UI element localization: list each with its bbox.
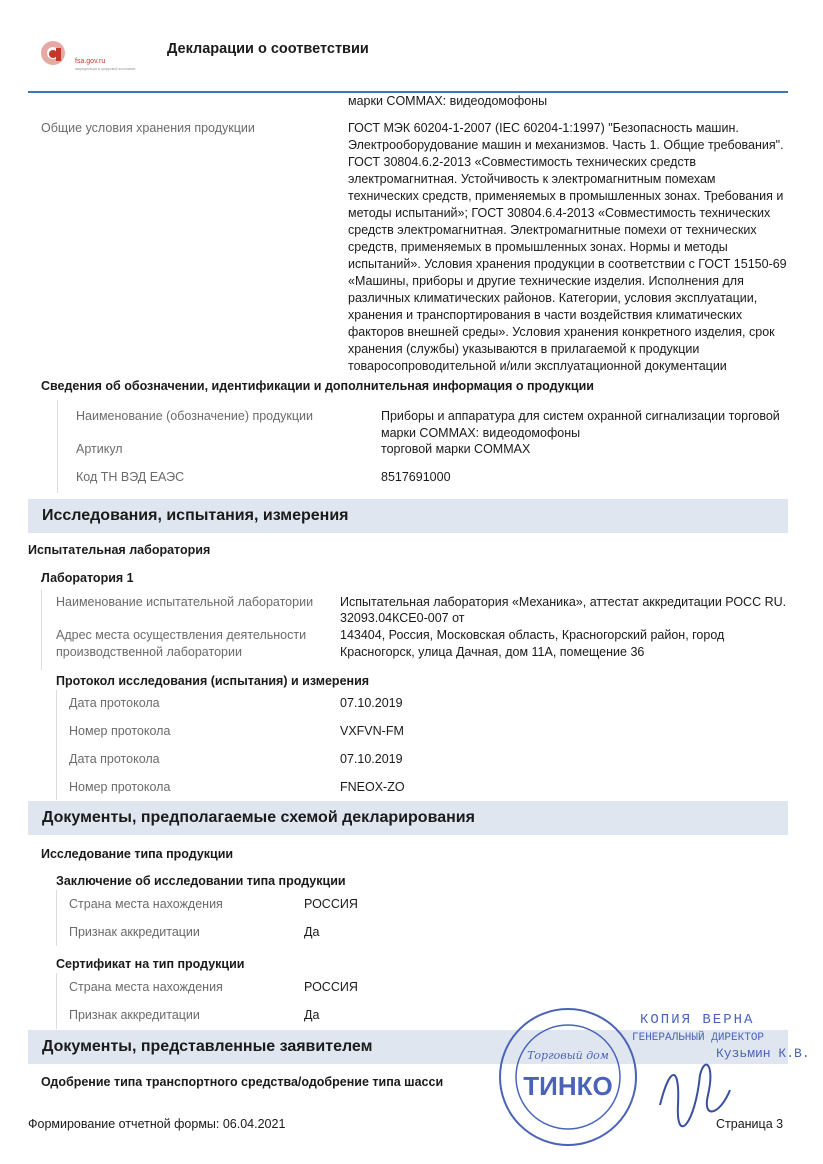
article-label: Артикул	[76, 442, 123, 456]
protocol-row-label: Дата протокола	[69, 696, 160, 710]
director-name-text: Кузьмин К.В.	[716, 1046, 810, 1061]
logo-site: fsa.gov.ru	[75, 58, 106, 65]
conclusion-accreditation-value: Да	[304, 925, 320, 939]
fsa-logo	[38, 38, 148, 72]
storage-line: Электрооборудование машин и механизмов. Часть 1. Общие требования".	[348, 138, 784, 152]
director-title-text: ГЕНЕРАЛЬНЫЙ ДИРЕКТОР	[632, 1032, 765, 1044]
storage-line: хранения (службы) указываются в прилагаемой к продукции	[348, 342, 700, 356]
storage-label: Общие условия хранения продукции	[41, 121, 255, 135]
protocol-row-value: VXFVN-FM	[340, 724, 404, 738]
lab-name-value-1: Испытательная лаборатория «Механика», аттестат аккредитации РОСС RU.	[340, 595, 787, 609]
company-stamp	[480, 995, 820, 1155]
storage-line: методы испытаний»; ГОСТ 30804.6.4-2013 «Совместимость технических	[348, 206, 771, 220]
protocol-row-value: 07.10.2019	[340, 752, 403, 766]
storage-line: товаросопроводительной и/или эксплуатационной документации	[348, 359, 727, 373]
storage-line: технических средств, применяемых в промышленных зонах. Требования и	[348, 189, 784, 203]
certificate-country-value: РОССИЯ	[304, 980, 358, 994]
protocol-row-label: Номер протокола	[69, 780, 171, 794]
section-band-scheme-docs	[28, 801, 788, 835]
seal-center-text: ТИНКО	[523, 1071, 613, 1101]
protocol-row-value: 07.10.2019	[340, 696, 403, 710]
product-info-heading: Сведения об обозначении, идентификации и дополнительная информация о продукции	[41, 379, 594, 393]
storage-line: ГОСТ МЭК 60204-1-2007 (IEC 60204-1:1997) "Безопасность машин.	[348, 121, 739, 135]
certificate-country-label: Страна места нахождения	[69, 980, 223, 994]
protocol-title: Протокол исследования (испытания) и измерения	[56, 674, 370, 688]
storage-line: хранения и транспортирования в части воздействия климатических	[348, 308, 743, 322]
storage-line: различных климатических районов. Категории, условия эксплуатации,	[348, 291, 758, 305]
storage-line: испытаний». Условия хранения продукции в соответствии с ГОСТ 15150-69	[348, 257, 787, 271]
protocol-row-value: FNEOX-ZO	[340, 780, 405, 794]
lab-name-value-2: 32093.04КСЕ0-007 от	[340, 611, 465, 625]
section-title: Исследования, испытания, измерения	[42, 507, 349, 524]
vehicle-approval-heading: Одобрение типа транспортного средства/одобрение типа шасси	[41, 1075, 444, 1089]
section-title: Документы, представленные заявителем	[42, 1038, 373, 1055]
article-value: торговой марки COMMAX	[381, 442, 531, 456]
type-research-heading: Исследование типа продукции	[41, 847, 234, 861]
continuation-text: марки COMMAX: видеодомофоны	[348, 94, 548, 108]
conclusion-country-label: Страна места нахождения	[69, 897, 223, 911]
footer-generated: Формирование отчетной формы: 06.04.2021	[28, 1117, 286, 1131]
conclusion-accreditation-label: Признак аккредитации	[69, 925, 200, 939]
indent-line	[41, 590, 42, 670]
lab-address-label-1: Адрес места осуществления деятельности	[56, 628, 307, 642]
protocol-row-label: Номер протокола	[69, 724, 171, 738]
storage-line: электромагнитная. Устойчивость к электромагнитным помехам	[348, 172, 716, 186]
copy-verified-text: КОПИЯ ВЕРНА	[640, 1012, 755, 1028]
seal-icon	[480, 995, 820, 1155]
storage-line: «Машины, приборы и другие технические изделия. Исполнения для	[348, 274, 744, 288]
protocol-row-label: Дата протокола	[69, 752, 160, 766]
certificate-accreditation-label: Признак аккредитации	[69, 1008, 200, 1022]
section-title: Документы, предполагаемые схемой декларирования	[42, 809, 475, 826]
indent-line	[56, 973, 57, 1029]
storage-line: факторов внешней среды». Условия хранения конкретного изделия, срок	[348, 325, 775, 339]
indent-line	[57, 400, 58, 493]
code-value: 8517691000	[381, 470, 451, 484]
fsa-logo-icon	[38, 38, 72, 68]
certificate-title: Сертификат на тип продукции	[56, 957, 245, 971]
code-label: Код ТН ВЭД ЕАЭС	[76, 470, 185, 484]
storage-line: ГОСТ 30804.6.2-2013 «Совместимость технических средств	[348, 155, 697, 169]
lab-address-value-1: 143404, Россия, Московская область, Красногорский район, город	[340, 628, 725, 642]
storage-line: средств, применяемых в промышленных зонах. Нормы и методы	[348, 240, 728, 254]
storage-line: средств электромагнитная. Электромагнитные помехи от технических	[348, 223, 757, 237]
product-name-value-2: марки COMMAX: видеодомофоны	[381, 426, 581, 440]
indent-line	[56, 690, 57, 800]
logo-subtitle: аккредитация в цифровой экономике	[75, 67, 136, 71]
indent-line	[56, 890, 57, 946]
lab-title: Лаборатория 1	[41, 571, 134, 585]
conclusion-country-value: РОССИЯ	[304, 897, 358, 911]
lab-section-heading: Испытательная лаборатория	[28, 543, 211, 557]
product-name-label: Наименование (обозначение) продукции	[76, 409, 313, 423]
lab-name-label: Наименование испытательной лаборатории	[56, 595, 314, 609]
section-band-research	[28, 499, 788, 533]
page-number: Страница 3	[716, 1117, 784, 1131]
page-title: Декларации о соответствии	[167, 41, 369, 57]
product-name-value-1: Приборы и аппаратура для систем охранной сигнализации торговой	[381, 409, 780, 423]
lab-address-label-2: производственной лаборатории	[56, 645, 242, 659]
certificate-accreditation-value: Да	[304, 1008, 320, 1022]
storage-value	[348, 120, 788, 375]
seal-top-text: Торговый дом	[527, 1049, 609, 1062]
lab-address-value-2: Красногорск, улица Дачная, дом 11А, помещение 36	[340, 645, 645, 659]
conclusion-title: Заключение об исследовании типа продукции	[56, 874, 346, 888]
